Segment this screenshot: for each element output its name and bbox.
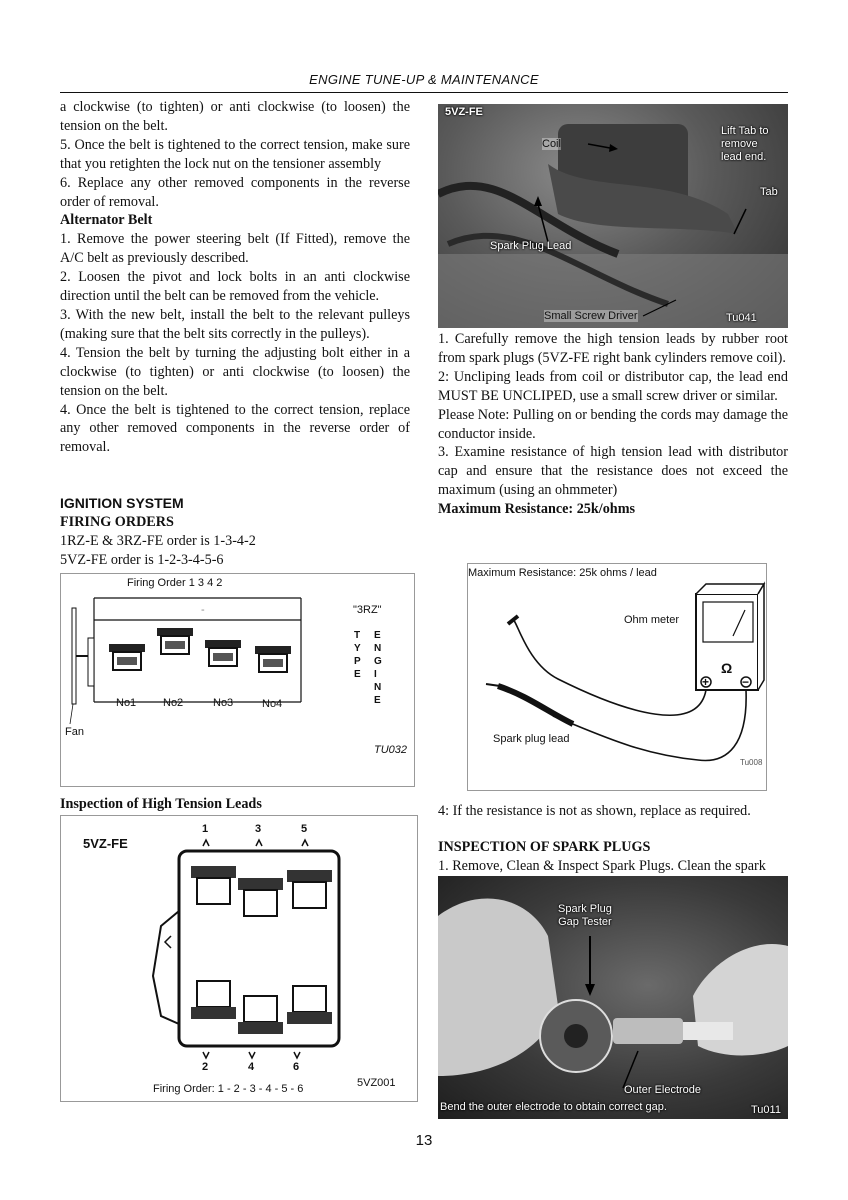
diagram-title: Maximum Resistance: 25k ohms / lead	[468, 567, 657, 579]
gap-tester-photo	[438, 876, 788, 1119]
firing-order-caption: Firing Order: 1 - 2 - 3 - 4 - 5 - 6	[153, 1083, 304, 1095]
piston-4-icon	[255, 646, 291, 672]
figure-code: Tu008	[740, 758, 763, 767]
cylinder-6-icon	[287, 986, 332, 1024]
cylinder-number: 3	[255, 823, 262, 835]
photo-code: Tu011	[751, 1104, 781, 1116]
plus-terminal: +	[702, 675, 710, 689]
cylinder-2-icon	[191, 981, 236, 1019]
paragraph: Please Note: Pulling on or bending the cords may damage the conductor inside.	[438, 406, 788, 442]
paragraph: 3. With the new belt, install the belt to the relevant pulleys (making sure that the belt sits correctly in the pulleys).	[60, 306, 410, 342]
paragraph: 6. Replace any other removed components in the reverse order of removal.	[60, 174, 410, 210]
piston-1-icon	[109, 644, 145, 670]
inspection-block	[60, 795, 410, 814]
paragraph: 2. Loosen the pivot and lock bolts in an anti clockwise direction until the belt can be removed from the vehicle.	[60, 269, 410, 305]
minus-terminal: −	[742, 675, 750, 689]
gap-tester-graphic	[438, 876, 788, 1119]
inspection-heading: Inspection of High Tension Leads	[60, 796, 262, 812]
firing-heading: FIRING ORDERS	[60, 513, 174, 530]
label-line: lead end.	[721, 151, 767, 163]
paragraph: 2: Uncliping leads from coil or distributor cap, the lead end MUST BE UNCLIPED, use a small screw driver or similar.	[438, 368, 788, 404]
cylinder-1-icon	[191, 866, 236, 904]
cylinder-number: 1	[202, 823, 209, 835]
cylinder-number: 2	[202, 1061, 209, 1073]
gap-tester-label	[558, 903, 612, 929]
engine-label: "3RZ"	[353, 604, 382, 616]
engine-letters	[374, 629, 382, 707]
ohm-meter-label: Ohm meter	[624, 614, 680, 626]
cylinder-label: No3	[213, 697, 234, 709]
paragraph: 3. Examine resistance of high tension lead with distributor cap and ensure that the resistance does not exceed the maximum (using an ohmmeter)	[438, 444, 788, 499]
paragraph: 1. Remove the power steering belt (If Fitted), remove the A/C belt as previously described.	[60, 231, 410, 267]
lift-tab-label	[721, 125, 769, 164]
paragraph: a clockwise (to tighten) or anti clockwise (to loosen) the tension on the belt.	[60, 99, 410, 134]
screwdriver-label: Small Screw Driver	[544, 310, 638, 322]
vertical-letter: I	[374, 669, 377, 680]
cylinder-number: 6	[293, 1061, 300, 1073]
figure-code: 5VZ001	[357, 1077, 396, 1089]
diagram-title: Firing Order 1 3 4 2	[127, 577, 223, 589]
vertical-letter: Y	[354, 643, 361, 654]
section-heading: Alternator Belt	[60, 212, 153, 229]
max-resistance-heading: Maximum Resistance: 25k/ohms	[438, 501, 636, 518]
page-header: ENGINE TUNE-UP & MAINTENANCE	[309, 72, 539, 87]
coil-label: Coil	[542, 138, 561, 150]
cylinder-5-icon	[287, 870, 332, 908]
vertical-letter: T	[354, 630, 361, 641]
diagram-dash: -	[201, 604, 205, 616]
paragraph: 4. Once the belt is tightened to the correct tension, replace any other removed components in the reverse order of removal.	[60, 401, 410, 456]
coil-photo	[438, 104, 788, 328]
vertical-letter: N	[374, 682, 382, 693]
paragraph: 1. Carefully remove the high tension leads by rubber root from spark plugs (5VZ-FE right bank cylinders remove coil).	[438, 331, 788, 366]
spark-plug-heading: INSPECTION OF SPARK PLUGS	[438, 839, 651, 855]
cylinder-number: 5	[301, 823, 308, 835]
ignition-heading: IGNITION SYSTEM	[60, 495, 184, 511]
ohmmeter-diagram	[467, 563, 767, 791]
type-letters	[354, 629, 361, 681]
right-text-block	[438, 330, 788, 519]
right-text-block-2	[438, 802, 788, 821]
firing-order-line: 5VZ-FE order is 1-2-3-4-5-6	[60, 551, 224, 568]
diagram-title: 5VZ-FE	[83, 836, 128, 851]
label-line: Spark Plug	[558, 903, 612, 915]
v6-firing-diagram	[60, 815, 418, 1102]
cylinder-3-icon	[238, 878, 283, 916]
piston-3-icon	[205, 640, 241, 666]
label-line: remove	[721, 138, 758, 150]
paragraph: 1. Remove, Clean & Inspect Spark Plugs. Clean the spark	[438, 857, 766, 874]
photo-caption: Bend the outer electrode to obtain correct gap.	[440, 1101, 667, 1113]
vertical-letter: E	[354, 669, 361, 680]
fan-label: Fan	[65, 726, 84, 738]
spark-plug-lead-label: Spark plug lead	[493, 733, 570, 745]
cylinder-number: 4	[248, 1061, 255, 1073]
vertical-letter: N	[374, 643, 382, 654]
paragraph: 4. Tension the belt by turning the adjusting bolt either in a clockwise (to tighten) or anti clockwise (to loosen) the tension on the belt.	[60, 344, 410, 399]
firing-order-line: 1RZ-E & 3RZ-FE order is 1-3-4-2	[60, 532, 256, 549]
ignition-block	[60, 494, 410, 570]
spark-plug-lead-label: Spark Plug Lead	[490, 240, 572, 252]
paragraph: 5. Once the belt is tightened to the correct tension, make sure that you retighten the lock nut on the tensioner assembly	[60, 136, 410, 172]
photo-corner-label: 5VZ-FE	[445, 106, 483, 118]
ohmmeter-graphic	[468, 564, 766, 790]
cylinder-label: No1	[116, 697, 137, 709]
omega-symbol: Ω	[721, 660, 733, 676]
page-number: 13	[415, 1132, 433, 1149]
paragraph: 4: If the resistance is not as shown, replace as required.	[438, 803, 751, 819]
photo-code: Tu041	[726, 312, 757, 324]
figure-code: TU032	[374, 744, 408, 756]
firing-order-diagram	[60, 573, 415, 787]
vertical-letter: E	[374, 630, 381, 641]
v6-engine-graphic	[61, 816, 417, 1101]
outer-electrode-label: Outer Electrode	[624, 1084, 702, 1096]
vertical-letter: G	[374, 656, 382, 667]
label-line: Gap Tester	[558, 916, 612, 928]
left-text-block	[60, 98, 410, 457]
spark-plug-block	[438, 838, 788, 876]
tab-label: Tab	[760, 186, 778, 198]
cylinder-label: No2	[163, 697, 184, 709]
cylinder-label: No4	[262, 698, 283, 710]
header-rule	[60, 92, 788, 93]
vertical-letter: E	[374, 695, 381, 706]
label-line: Lift Tab to	[721, 125, 769, 137]
vertical-letter: P	[354, 656, 361, 667]
piston-2-icon	[157, 628, 193, 654]
cylinder-4-icon	[238, 996, 283, 1034]
